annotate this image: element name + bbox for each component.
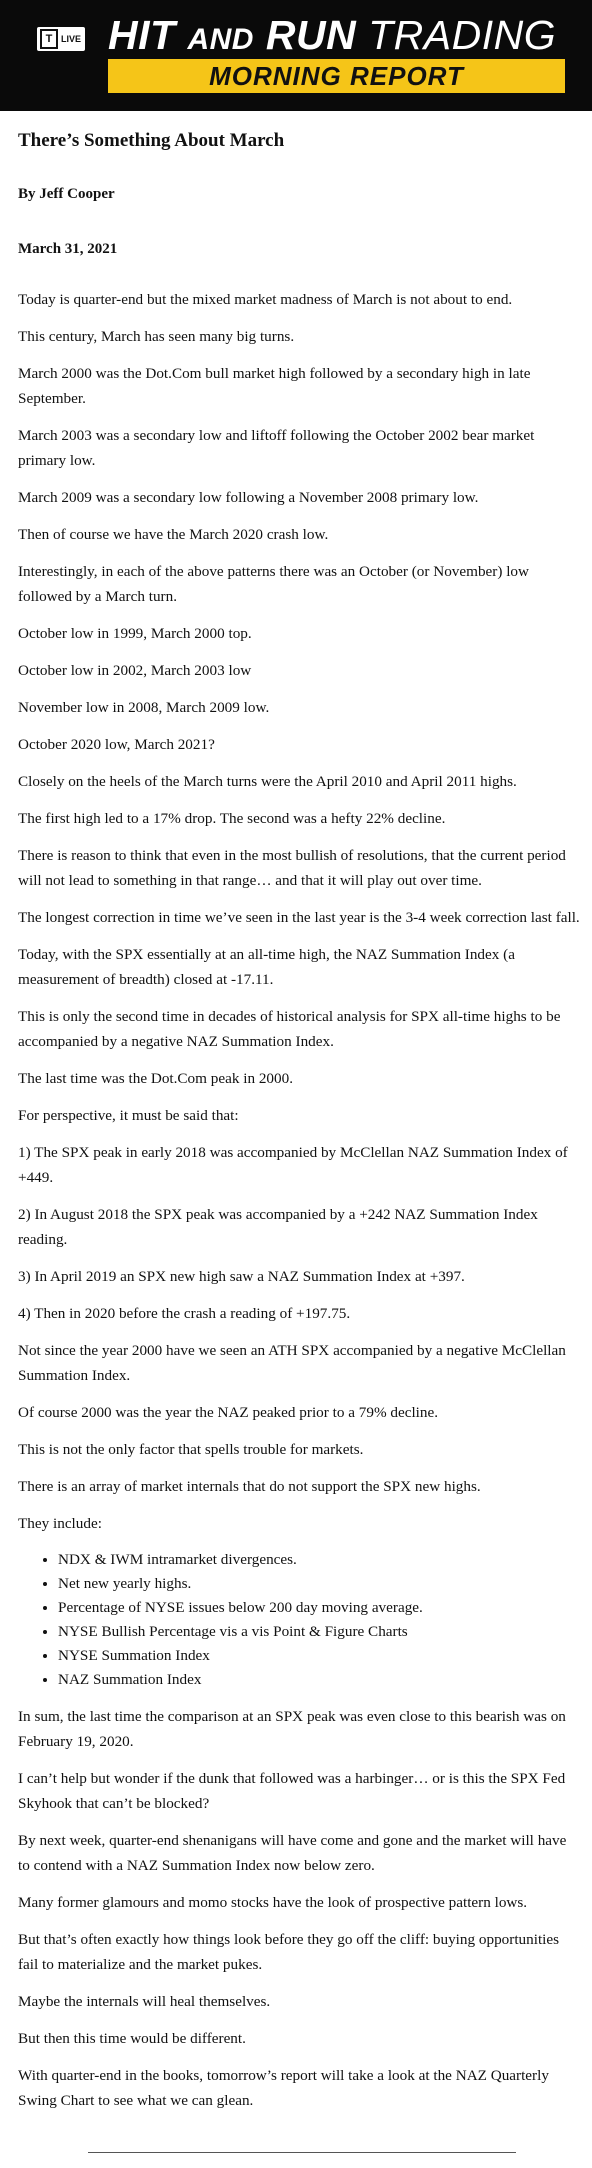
article-date: March 31, 2021 (18, 241, 118, 257)
article-author: By Jeff Cooper (18, 186, 115, 202)
paragraph: Then of course we have the March 2020 crash low. (18, 526, 329, 543)
paragraph: Many former glamours and momo stocks have the look of prospective pattern lows. (18, 1894, 528, 1911)
paragraph: 3) In April 2019 an SPX new high saw a NAZ Summation Index at +397. (18, 1268, 465, 1285)
paragraph: But that’s often exactly how things look before they go off the cliff: buying opportunities fail to materialize and the market pukes. (18, 1931, 560, 1973)
paragraph: By next week, quarter-end shenanigans will have come and gone and the market will have to contend with a NAZ Summation Index now below zero. (18, 1832, 567, 1874)
list-item: • NDX & IWM intramarket divergences. (58, 1548, 580, 1572)
brand-word-and: AND (187, 23, 254, 56)
live-label: LIVE (61, 34, 82, 44)
paragraph: There is an array of market internals that do not support the SPX new highs. (18, 1478, 481, 1495)
article (18, 111, 580, 2125)
paragraph: In sum, the last time the comparison at an SPX peak was even close to this bearish was on February 19, 2020. (18, 1708, 566, 1750)
paragraph: 2) In August 2018 the SPX peak was accompanied by a +242 NAZ Summation Index reading. (18, 1206, 538, 1248)
paragraph: Today is quarter-end but the mixed market madness of March is not about to end. (18, 291, 513, 308)
list-item: • NYSE Bullish Percentage vis a vis Point & Figure Charts (58, 1620, 580, 1644)
paragraph: There is reason to think that even in the most bullish of resolutions, that the current period will not lead to something in that range… and that it will play out over time. (18, 847, 566, 889)
paragraph: Maybe the internals will heal themselves. (18, 1993, 271, 2010)
paragraph: March 2009 was a secondary low following a November 2008 primary low. (18, 489, 479, 506)
paragraph: But then this time would be different. (18, 2030, 246, 2047)
paragraph: Today, with the SPX essentially at an all-time high, the NAZ Summation Index (a measurement of breadth) closed at -17.11. (18, 946, 515, 988)
article-body (18, 287, 580, 2113)
paragraph: Of course 2000 was the year the NAZ peaked prior to a 79% decline. (18, 1404, 439, 1421)
paragraph: October low in 2002, March 2003 low (18, 662, 252, 679)
brand-word-hit: HIT (108, 12, 176, 58)
paragraph: I can’t help but wonder if the dunk that followed was a harbinger… or is this the SPX Fed Skyhook that can’t be blocked? (18, 1770, 566, 1812)
footer-divider (88, 2152, 516, 2153)
brand-word-run: RUN (265, 12, 357, 58)
paragraph: Interestingly, in each of the above patterns there was an October (or November) low followed by a March turn. (18, 563, 529, 605)
paragraph: They include: (18, 1515, 102, 1532)
paragraph: March 2003 was a secondary low and liftoff following the October 2002 bear market primary low. (18, 427, 535, 469)
paragraph: March 2000 was the Dot.Com bull market high followed by a secondary high in late September. (18, 365, 531, 407)
paragraph: This century, March has seen many big turns. (18, 328, 295, 345)
list-item: • Net new yearly highs. (58, 1572, 580, 1596)
paragraph: 1) The SPX peak in early 2018 was accompanied by McClellan NAZ Summation Index of +449. (18, 1144, 568, 1186)
paragraph: With quarter-end in the books, tomorrow’s report will take a look at the NAZ Quarterly Swing Chart to see what we can glean. (18, 2067, 549, 2109)
paragraph: 4) Then in 2020 before the crash a reading of +197.75. (18, 1305, 351, 1322)
brand-word-trading: TRADING (368, 12, 557, 58)
list-item: • Percentage of NYSE issues below 200 day moving average. (58, 1596, 580, 1620)
list-item: • NAZ Summation Index (58, 1668, 580, 1692)
report-banner (0, 0, 592, 111)
paragraph: This is not the only factor that spells trouble for markets. (18, 1441, 364, 1458)
paragraph: The longest correction in time we’ve seen in the last year is the 3-4 week correction last fall. (18, 909, 580, 926)
article-title: There’s Something About March (18, 130, 285, 151)
paragraph: October low in 1999, March 2000 top. (18, 625, 252, 642)
paragraph-group-a (18, 287, 580, 1536)
paragraph: The last time was the Dot.Com peak in 2000. (18, 1070, 294, 1087)
paragraph: The first high led to a 17% drop. The second was a hefty 22% decline. (18, 810, 446, 827)
paragraph: This is only the second time in decades of historical analysis for SPX all-time highs to be accompanied by a negative NAZ Summation Index. (18, 1008, 561, 1050)
tlive-logo (37, 27, 85, 51)
brand-title (108, 12, 573, 63)
paragraph: October 2020 low, March 2021? (18, 736, 215, 753)
paragraph: Not since the year 2000 have we seen an ATH SPX accompanied by a negative McClellan Summation Index. (18, 1342, 566, 1384)
list-item: • NYSE Summation Index (58, 1644, 580, 1668)
paragraph: For perspective, it must be said that: (18, 1107, 239, 1124)
paragraph: Closely on the heels of the March turns were the April 2010 and April 2011 highs. (18, 773, 517, 790)
brand-subtitle: MORNING REPORT (108, 59, 565, 93)
paragraph-group-b (18, 1704, 580, 2113)
paragraph: November low in 2008, March 2009 low. (18, 699, 270, 716)
tlive-logo-icon: T (40, 29, 58, 49)
indicator-list (18, 1548, 580, 1692)
